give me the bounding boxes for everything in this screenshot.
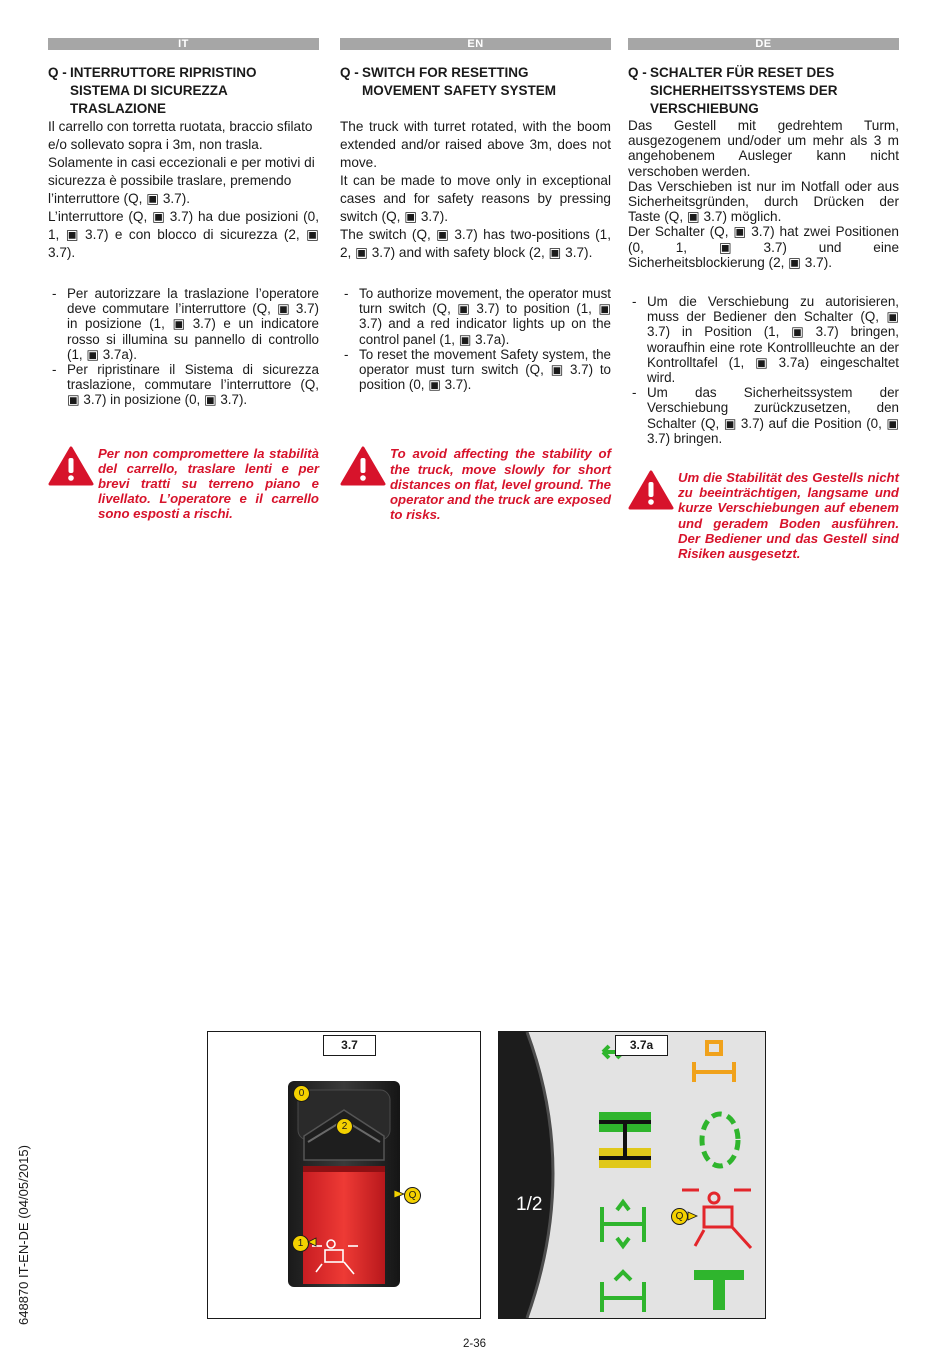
section-heading-en	[340, 64, 611, 100]
heading-title: INTERRUTTORE RIPRISTINO SISTEMA DI SICUREZZA TRASLAZIONE	[70, 65, 257, 116]
paragraph: Das Verschieben ist nur im Notfall oder aus Sicherheitsgründen, durch Drücken der Taste (Q, ▣ 3.7) möglich.	[628, 178, 899, 225]
column-en	[340, 38, 611, 522]
figure-label: 3.7a	[615, 1035, 668, 1056]
paragraph: Das Gestell mit gedrehtem Turm, ausgezogenem und/oder um mehr als 3 m angehobenem Ausleger kann nicht verschoben werden.	[628, 118, 899, 179]
paragraph: Solamente in casi eccezionali e per motivi di sicurezza è possibile traslare, premendo l’interruttore (Q, ▣ 3.7).	[48, 155, 315, 206]
figure-label: 3.7	[323, 1035, 376, 1056]
heading-title: SCHALTER FÜR RESET DES SICHERHEITSSYSTEMS DER VERSCHIEBUNG	[650, 65, 838, 116]
bullet-list	[340, 286, 611, 392]
warning-icon	[48, 442, 98, 522]
section-heading-it	[48, 64, 319, 118]
callout-position-0: 0	[293, 1085, 310, 1102]
lang-bar-de: DE	[628, 38, 899, 50]
callout-position-2: 2	[336, 1118, 353, 1135]
warning-box	[340, 442, 611, 522]
paragraph: Der Schalter (Q, ▣ 3.7) hat zwei Positionen (0, 1, ▣ 3.7) und eine Sicherheitsblockierung (2, ▣ 3.7).	[628, 224, 899, 270]
list-item: - Per autorizzare la traslazione l’operatore deve commutare l’interruttore (Q, ▣ 3.7) in posizione (1, ▣ 3.7) e un indicatore rosso si illumina su pannello di controllo (1, ▣ 3.7a).	[52, 286, 319, 362]
paragraph: The switch (Q, ▣ 3.7) has two-positions (1, 2, ▣ 3.7) and with safety block (2, ▣ 3.7).	[340, 227, 611, 260]
switch-illustration	[208, 1032, 480, 1318]
bullet-list	[48, 286, 319, 408]
warning-icon	[628, 466, 678, 561]
figure-3-7a	[498, 1031, 766, 1319]
callout-indicator-q: Q	[671, 1208, 688, 1225]
heading-q-label: Q -	[340, 65, 359, 80]
warning-box	[628, 466, 899, 561]
warning-text: Per non compromettere la stabilità del carrello, traslare lenti e per brevi tratti su terreno piano e livellato. L’operatore e il carrello sono esposti a rischi.	[98, 445, 319, 522]
figure-3-7	[207, 1031, 481, 1319]
warning-text: Um die Stabilität des Gestells nicht zu beeinträchtigen, langsame und kurze Verschiebungen auf ebenem und geradem Boden ausführen. Der Bediener und das Gestell sind Risiken ausgesetzt.	[678, 470, 899, 562]
callout-switch-q: Q	[404, 1187, 421, 1204]
warning-icon	[340, 442, 390, 522]
document-reference: 648870 IT-EN-DE (04/05/2015)	[16, 1145, 31, 1325]
lang-bar-en: EN	[340, 38, 611, 50]
lang-bar-it: IT	[48, 38, 319, 50]
panel-illustration	[499, 1032, 765, 1318]
paragraph: The truck with turret rotated, with the boom extended and/or raised above 3m, does not move.	[340, 119, 611, 170]
list-item: - To authorize movement, the operator must turn switch (Q, ▣ 3.7) to position (1, ▣ 3.7) and a red indicator lights up on the control panel (1, ▣ 3.7a).	[344, 286, 611, 347]
heading-q-label: Q -	[628, 65, 647, 80]
panel-readout: 1/2	[516, 1194, 543, 1215]
heading-title: SWITCH FOR RESETTING MOVEMENT SAFETY SYSTEM	[362, 65, 557, 98]
list-item: - To reset the movement Safety system, the operator must turn switch (Q, ▣ 3.7) to position (0, ▣ 3.7).	[344, 346, 611, 393]
section-heading-de	[628, 64, 899, 118]
list-item: - Per ripristinare il Sistema di sicurezza traslazione, commutare l’interruttore (Q, ▣ 3.7) in posizione (0, ▣ 3.7).	[52, 362, 319, 408]
warning-text: To avoid affecting the stability of the truck, move slowly for short distances on flat, level ground. The operator and the truck are exposed to risks.	[390, 446, 611, 523]
column-de	[628, 38, 899, 561]
column-it	[48, 38, 319, 522]
paragraph: Il carrello con torretta ruotata, braccio sfilato e/o sollevato sopra i 3m, non trasla.	[48, 119, 313, 152]
list-item: - Um die Verschiebung zu autorisieren, muss der Bediener den Schalter (Q, ▣ 3.7) in Position (1, ▣ 3.7) bringen, woraufhin eine rote Kontrollleuchte an der Kontrolltafel (1, ▣ 3.7a) eingeschaltet wird.	[632, 294, 899, 386]
callout-position-1: 1	[292, 1235, 309, 1252]
warning-box	[48, 442, 319, 522]
heading-q-label: Q -	[48, 65, 67, 80]
bullet-list	[628, 294, 899, 446]
page-number: 2-36	[463, 1338, 487, 1350]
paragraph: It can be made to move only in exceptional cases and for safety reasons by pressing switch (Q, ▣ 3.7).	[340, 173, 611, 224]
paragraph: L’interruttore (Q, ▣ 3.7) ha due posizioni (0, 1, ▣ 3.7) e con blocco di sicurezza (2, ▣ 3.7).	[48, 209, 319, 260]
list-item: - Um das Sicherheitssystem der Verschiebung zurückzusetzen, den Schalter (Q, ▣ 3.7) auf die Position (0, ▣ 3.7) bringen.	[632, 385, 899, 446]
